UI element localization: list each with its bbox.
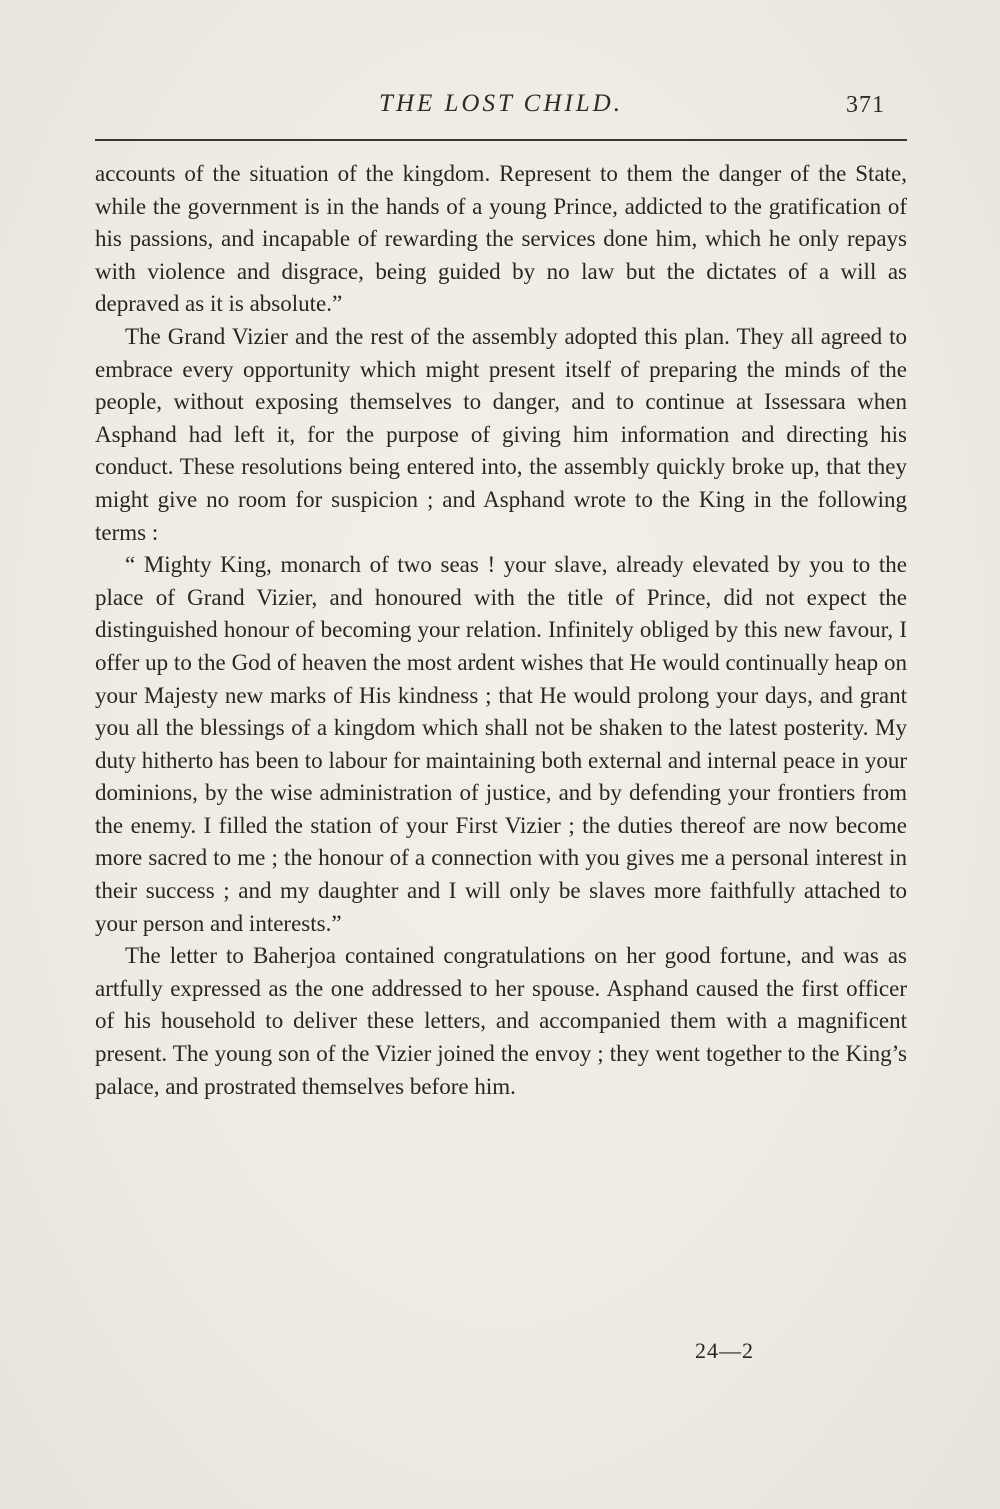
page-number: 371 xyxy=(846,92,885,118)
running-title: THE LOST CHILD. xyxy=(379,90,623,117)
paragraph-1: accounts of the situation of the kingdom. Represent to them the danger of the State, while the government is in the hands of a young Prince, addicted to the gratification of his passions, and incapable of rewarding the services done him, which he only repays with violence and disgrace, being guided by no law but the dictates of a will as depraved as it is absolute.” xyxy=(95,161,907,317)
header-rule xyxy=(95,139,907,141)
page-header xyxy=(95,90,907,126)
paragraph-3: “ Mighty King, monarch of two seas ! your slave, already elevated by you to the place of Grand Vizier, and honoured with the title of Prince, did not expect the distinguished honour of becoming your relation. Infinitely obliged by this new favour, I offer up to the God of heaven the most ardent wishes that He would continually heap on your Majesty new marks of His kindness ; that He would prolong your days, and grant you all the blessings of a kingdom which shall not be shaken to the latest posterity. My duty hitherto has been to labour for maintaining both external and internal peace in your dominions, by the wise administration of justice, and by defending your frontiers from the enemy. I filled the station of your First Vizier ; the duties thereof are now become more sacred to me ; the honour of a connection with you gives me a personal interest in their success ; and my daughter and I will only be slaves more faithfully attached to your person and interests.” xyxy=(95,552,907,936)
paragraph-4: The letter to Baherjoa contained congratulations on her good fortune, and was as artfully expressed as the one addressed to her spouse. Asphand caused the first officer of his household to deliver these letters, and accompanied them with a magnificent present. The young son of the Vizier joined the envoy ; they went together to the King’s palace, and prostrated themselves before him. xyxy=(95,943,907,1099)
signature-mark: 24—2 xyxy=(695,1338,754,1363)
paragraph-2: The Grand Vizier and the rest of the assembly adopted this plan. They all agreed to embrace every opportunity which might present itself of preparing the minds of the people, without exposing themselves to danger, and to continue at Issessara when Asphand had left it, for the purpose of giving him information and directing his conduct. These resolutions being entered into, the assembly quickly broke up, that they might give no room for suspicion ; and Asphand wrote to the King in the following terms : xyxy=(95,323,907,545)
page-body xyxy=(95,158,907,1103)
